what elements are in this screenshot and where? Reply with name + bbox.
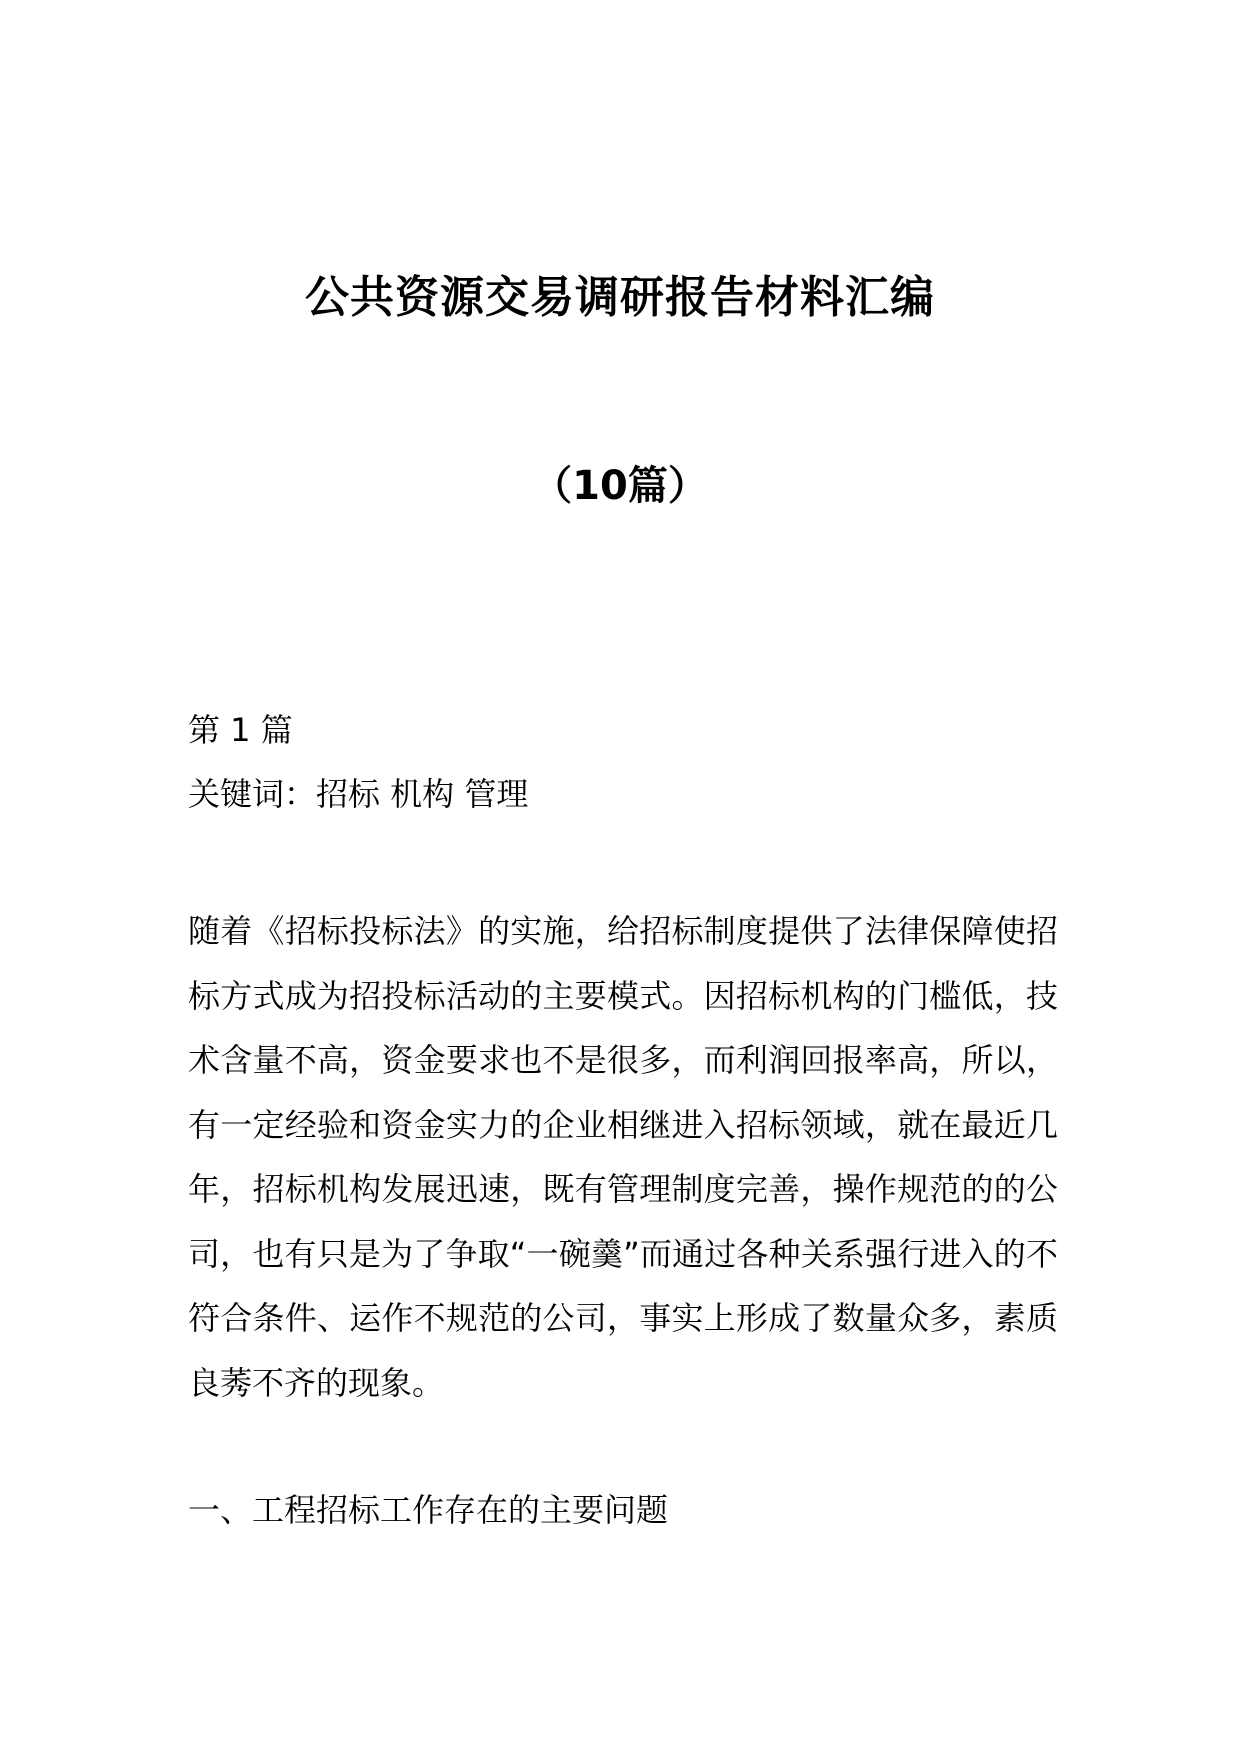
section-heading: 一、工程招标工作存在的主要问题	[188, 1491, 669, 1529]
body-paragraph: 随着《招标投标法》的实施，给招标制度提供了法律保障使招标方式成为招投标活动的主要模式。因招标机构的门槛低，技术含量不高，资金要求也不是很多，而利润回报率高，所以，有一定经验和资金实力的企业相继进入招标领域，就在最近几年，招标机构发展迅速，既有管理制度完善，操作规范的的公司，也有只是为了争取“一碗羹”而通过各种关系强行进入的不符合条件、运作不规范的公司，事实上形成了数量众多，素质良莠不齐的现象。	[188, 912, 1058, 1402]
keywords-line: 关键词：招标 机构 管理	[188, 775, 529, 813]
section-label: 第 1 篇	[188, 711, 293, 749]
document-subtitle: （10篇）	[532, 463, 708, 509]
document-title: 公共资源交易调研报告材料汇编	[305, 272, 935, 323]
